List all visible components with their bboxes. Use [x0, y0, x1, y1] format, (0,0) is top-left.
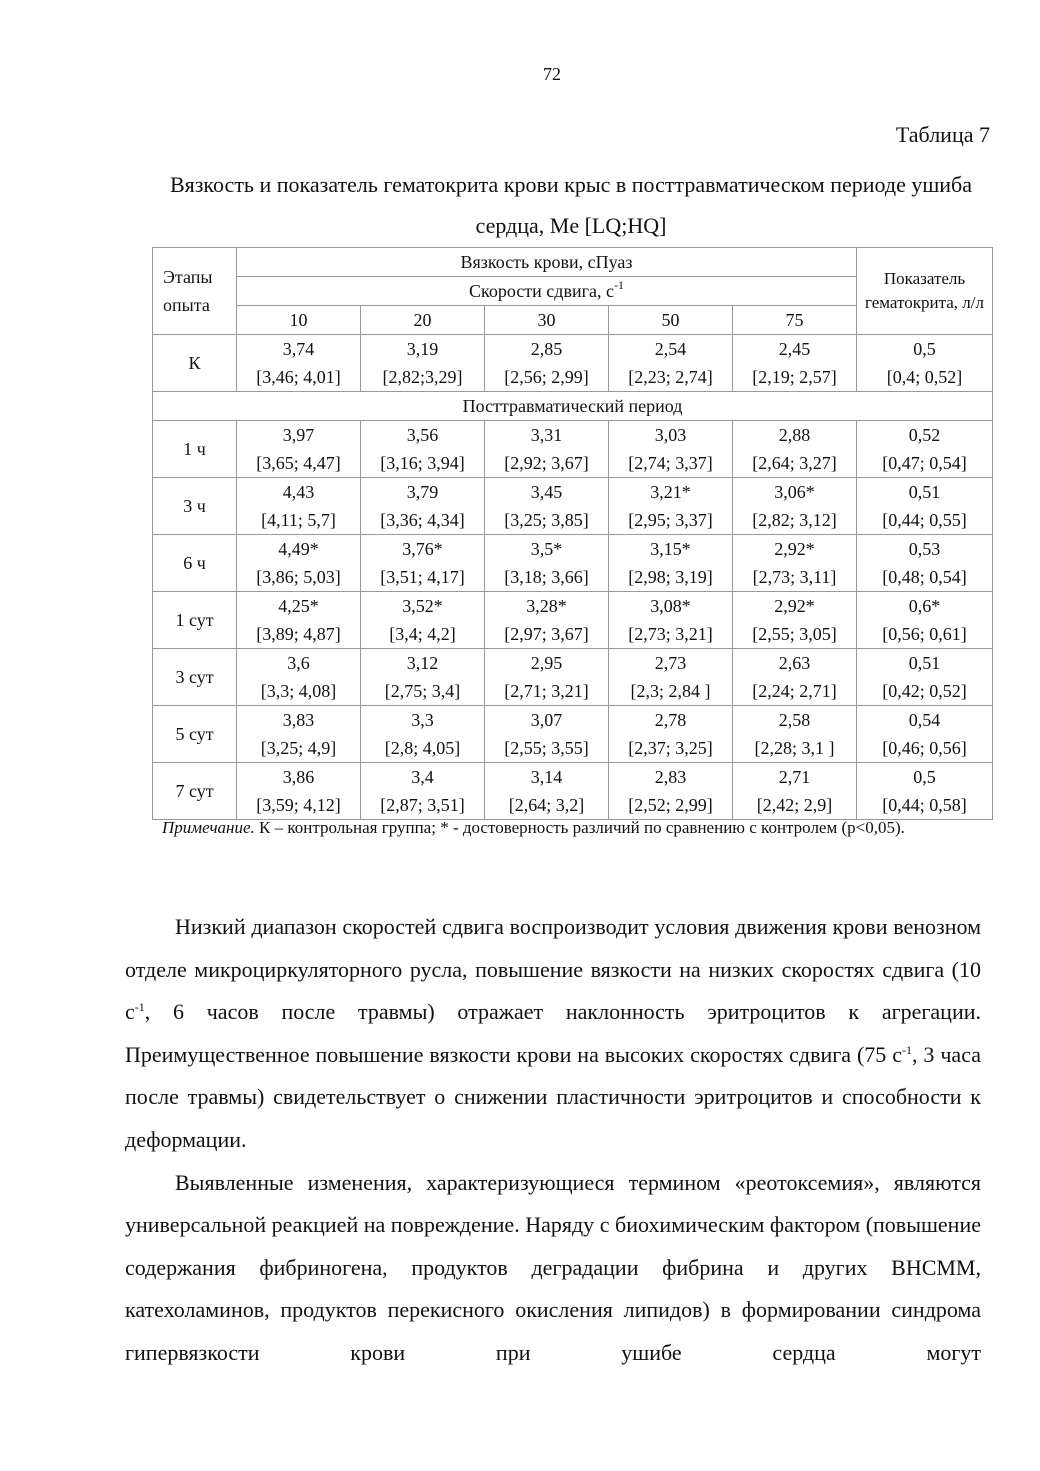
- range-cell: [3,25; 3,85]: [485, 506, 609, 535]
- median-cell: 3,45: [485, 478, 609, 507]
- hematocrit-header: Показатель гематокрита, л/л: [857, 248, 993, 335]
- range-cell: [2,56; 2,99]: [485, 363, 609, 392]
- median-cell: 2,85: [485, 335, 609, 364]
- range-cell: [2,52; 2,99]: [609, 791, 733, 820]
- median-cell: 0,52: [857, 421, 993, 450]
- range-cell: [3,86; 5,03]: [237, 563, 361, 592]
- range-cell: [3,25; 4,9]: [237, 734, 361, 763]
- median-cell: 4,49*: [237, 535, 361, 564]
- table-row: [153, 421, 993, 450]
- body-text: [125, 906, 981, 1375]
- section-label: Посттравматический период: [153, 392, 993, 421]
- range-cell: [4,11; 5,7]: [237, 506, 361, 535]
- median-cell: 3,83: [237, 706, 361, 735]
- range-cell: [2,28; 3,1 ]: [733, 734, 857, 763]
- table-row-ranges: [153, 734, 993, 763]
- stage-cell: 1 сут: [153, 592, 237, 649]
- shear-header-exponent: -1: [613, 278, 624, 292]
- median-cell: 2,92*: [733, 592, 857, 621]
- median-cell: 3,52*: [361, 592, 485, 621]
- median-cell: 2,92*: [733, 535, 857, 564]
- median-cell: 3,28*: [485, 592, 609, 621]
- stage-cell: 3 сут: [153, 649, 237, 706]
- median-cell: 0,54: [857, 706, 993, 735]
- median-cell: 3,97: [237, 421, 361, 450]
- median-cell: 3,06*: [733, 478, 857, 507]
- range-cell: [3,3; 4,08]: [237, 677, 361, 706]
- range-cell: [2,87; 3,51]: [361, 791, 485, 820]
- page-number: 72: [543, 64, 561, 84]
- table-label: Таблица 7: [895, 122, 990, 147]
- table-row: [153, 706, 993, 735]
- median-cell: 3,5*: [485, 535, 609, 564]
- table-row-ranges: [153, 449, 993, 478]
- table-row-ranges: [153, 506, 993, 535]
- median-cell: 3,15*: [609, 535, 733, 564]
- range-cell: [2,75; 3,4]: [361, 677, 485, 706]
- control-row-ranges: [153, 363, 993, 392]
- table-row-ranges: [153, 620, 993, 649]
- shear-rate-cell: 50: [609, 306, 733, 335]
- range-cell: [0,47; 0,54]: [857, 449, 993, 478]
- shear-rate-cell: 75: [733, 306, 857, 335]
- range-cell: [0,48; 0,54]: [857, 563, 993, 592]
- table-row-ranges: [153, 677, 993, 706]
- table-row: [153, 535, 993, 564]
- median-cell: 3,08*: [609, 592, 733, 621]
- median-cell: 3,4: [361, 763, 485, 792]
- range-cell: [3,65; 4,47]: [237, 449, 361, 478]
- table-caption: Вязкость и показатель гематокрита крови крыс в посттравматическом периоде ушиба сердца, Me [LQ;HQ]: [169, 172, 973, 238]
- median-cell: 3,74: [237, 335, 361, 364]
- range-cell: [3,4; 4,2]: [361, 620, 485, 649]
- median-cell: 0,5: [857, 763, 993, 792]
- shear-rate-cell: 30: [485, 306, 609, 335]
- median-cell: 3,07: [485, 706, 609, 735]
- shear-rate-cell: 20: [361, 306, 485, 335]
- range-cell: [3,16; 3,94]: [361, 449, 485, 478]
- median-cell: 0,51: [857, 649, 993, 678]
- stage-cell: 7 сут: [153, 763, 237, 820]
- range-cell: [2,74; 3,37]: [609, 449, 733, 478]
- range-cell: [2,73; 3,11]: [733, 563, 857, 592]
- paragraph-2-text: Выявленные изменения, характеризующиеся термином «реотоксемия», являются универсальной реакцией на повреждение. Наряду с биохимическим фактором (повышение содержания фибриногена, продуктов деградации фибрина и других ВНСММ, катехоламинов, продуктов перекисного окисления липидов) в формировании синдрома гипервязкости крови при ушибе сердца могут: [125, 1169, 981, 1365]
- control-row: [153, 335, 993, 364]
- median-cell: 0,53: [857, 535, 993, 564]
- viscosity-header: Вязкость крови, сПуаз: [237, 248, 857, 277]
- median-cell: 2,73: [609, 649, 733, 678]
- median-cell: 3,56: [361, 421, 485, 450]
- range-cell: [2,97; 3,67]: [485, 620, 609, 649]
- stage-cell: К: [153, 335, 237, 392]
- unit-exponent: -1: [902, 1042, 912, 1057]
- range-cell: [2,82; 3,12]: [733, 506, 857, 535]
- range-cell: [0,56; 0,61]: [857, 620, 993, 649]
- median-cell: 2,58: [733, 706, 857, 735]
- median-cell: 2,78: [609, 706, 733, 735]
- median-cell: 0,5: [857, 335, 993, 364]
- median-cell: 3,3: [361, 706, 485, 735]
- paragraph-1-part-1: Низкий диапазон скоростей сдвига воспроизводит условия движения крови венозном отделе микроциркуляторного русла, повышение вязкости на низких скоростях сдвига (10 с: [125, 914, 981, 1025]
- range-cell: [3,36; 4,34]: [361, 506, 485, 535]
- median-cell: 3,03: [609, 421, 733, 450]
- median-cell: 2,45: [733, 335, 857, 364]
- range-cell: [2,42; 2,9]: [733, 791, 857, 820]
- range-cell: [3,46; 4,01]: [237, 363, 361, 392]
- paragraph-1: [125, 906, 981, 1162]
- range-cell: [2,19; 2,57]: [733, 363, 857, 392]
- median-cell: 3,6: [237, 649, 361, 678]
- stage-cell: 3 ч: [153, 478, 237, 535]
- median-cell: 3,14: [485, 763, 609, 792]
- shear-header: [237, 277, 857, 306]
- median-cell: 2,71: [733, 763, 857, 792]
- stage-cell: 6 ч: [153, 535, 237, 592]
- note-label: Примечание.: [162, 818, 255, 837]
- range-cell: [2,37; 3,25]: [609, 734, 733, 763]
- median-cell: 2,83: [609, 763, 733, 792]
- median-cell: 4,43: [237, 478, 361, 507]
- stage-cell: 5 сут: [153, 706, 237, 763]
- range-cell: [0,4; 0,52]: [857, 363, 993, 392]
- stage-header: Этапы опыта: [153, 248, 237, 335]
- median-cell: 3,19: [361, 335, 485, 364]
- range-cell: [2,8; 4,05]: [361, 734, 485, 763]
- median-cell: 2,95: [485, 649, 609, 678]
- median-cell: 0,51: [857, 478, 993, 507]
- median-cell: 3,79: [361, 478, 485, 507]
- table-row: [153, 649, 993, 678]
- viscosity-table: [152, 247, 993, 820]
- range-cell: [2,24; 2,71]: [733, 677, 857, 706]
- stage-cell: 1 ч: [153, 421, 237, 478]
- range-cell: [2,55; 3,55]: [485, 734, 609, 763]
- range-cell: [0,44; 0,55]: [857, 506, 993, 535]
- median-cell: 3,76*: [361, 535, 485, 564]
- table-row: [153, 592, 993, 621]
- median-cell: 2,54: [609, 335, 733, 364]
- range-cell: [2,64; 3,27]: [733, 449, 857, 478]
- median-cell: 3,86: [237, 763, 361, 792]
- range-cell: [0,46; 0,56]: [857, 734, 993, 763]
- median-cell: 3,12: [361, 649, 485, 678]
- table-note: [162, 815, 992, 841]
- range-cell: [3,18; 3,66]: [485, 563, 609, 592]
- table-row: [153, 763, 993, 792]
- range-cell: [2,64; 3,2]: [485, 791, 609, 820]
- unit-exponent: -1: [134, 1000, 145, 1015]
- range-cell: [3,89; 4,87]: [237, 620, 361, 649]
- range-cell: [2,55; 3,05]: [733, 620, 857, 649]
- median-cell: 3,21*: [609, 478, 733, 507]
- table-row-ranges: [153, 563, 993, 592]
- range-cell: [2,95; 3,37]: [609, 506, 733, 535]
- range-cell: [2,23; 2,74]: [609, 363, 733, 392]
- paragraph-1-part-3: , 3 часа после травмы) свидетельствует о снижении пластичности эритроцитов и способности к деформации.: [125, 1041, 981, 1152]
- note-text: К – контрольная группа; * - достоверность различий по сравнению с контролем (р<0,05).: [254, 818, 905, 837]
- range-cell: [2,92; 3,67]: [485, 449, 609, 478]
- range-cell: [2,3; 2,84 ]: [609, 677, 733, 706]
- range-cell: [2,71; 3,21]: [485, 677, 609, 706]
- median-cell: 3,31: [485, 421, 609, 450]
- range-cell: [2,73; 3,21]: [609, 620, 733, 649]
- median-cell: 4,25*: [237, 592, 361, 621]
- shear-header-text: Скорости сдвига, с: [469, 281, 614, 301]
- range-cell: [0,42; 0,52]: [857, 677, 993, 706]
- median-cell: 0,6*: [857, 592, 993, 621]
- table-row: [153, 478, 993, 507]
- range-cell: [3,59; 4,12]: [237, 791, 361, 820]
- median-cell: 2,63: [733, 649, 857, 678]
- paragraph-2: [125, 1162, 981, 1375]
- shear-rate-cell: 10: [237, 306, 361, 335]
- range-cell: [2,98; 3,19]: [609, 563, 733, 592]
- range-cell: [0,44; 0,58]: [857, 791, 993, 820]
- range-cell: [3,51; 4,17]: [361, 563, 485, 592]
- range-cell: [2,82;3,29]: [361, 363, 485, 392]
- median-cell: 2,88: [733, 421, 857, 450]
- paragraph-1-part-2: , 6 часов после травмы) отражает наклонность эритроцитов к агрегации. Преимущественное повышение вязкости крови на высоких скоростях сдвига (75 с: [125, 999, 981, 1067]
